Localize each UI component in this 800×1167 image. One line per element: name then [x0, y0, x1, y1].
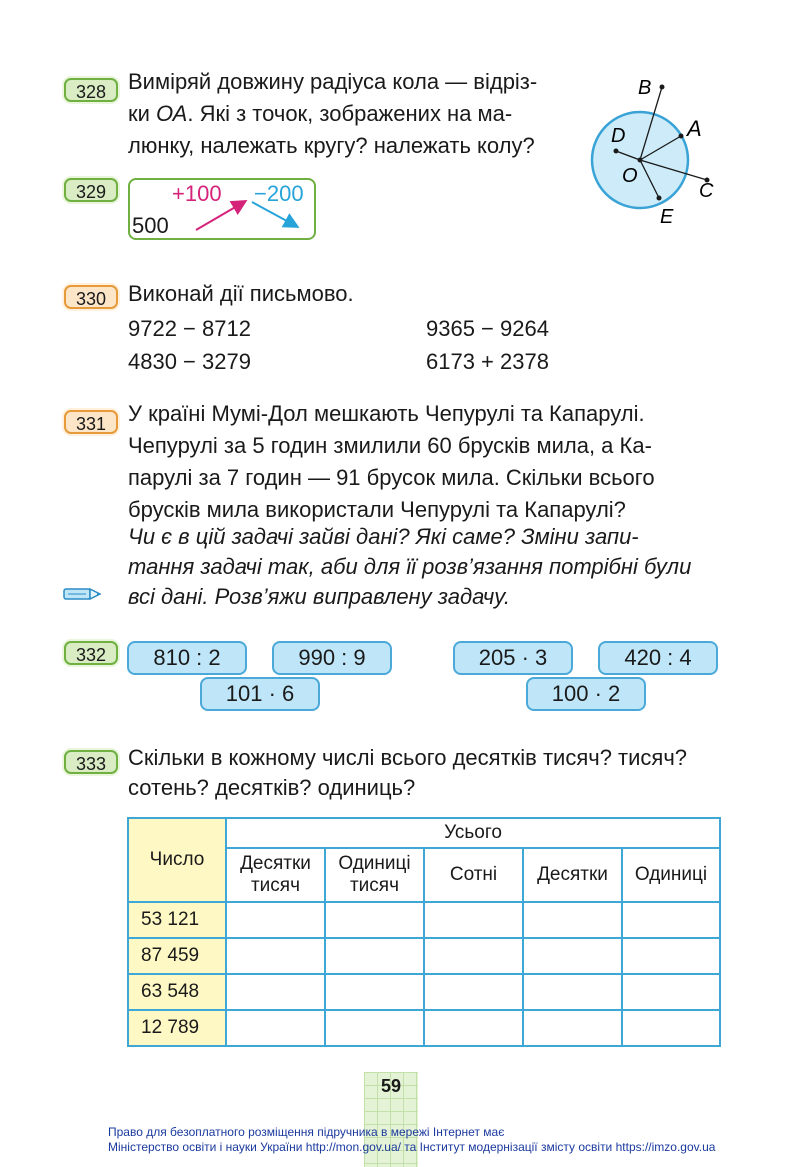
minus-operation: −200	[254, 181, 304, 206]
label-c: C	[699, 180, 714, 202]
task-328-line-3: люнку, належать кругу? належать колу?	[128, 133, 535, 158]
number-cell: 63 548	[128, 974, 226, 1010]
table-row	[128, 938, 720, 974]
expression: 4830 − 3279	[128, 349, 251, 374]
table-row	[128, 902, 720, 938]
digits-table	[127, 817, 721, 1047]
answer-cell[interactable]	[226, 1010, 325, 1046]
task-number-332: 332	[64, 641, 118, 665]
expression-card: 100 · 2	[526, 677, 646, 711]
task-328-text: ки	[128, 101, 157, 126]
answer-cell[interactable]	[226, 902, 325, 938]
subheader: Одиниці тисяч	[325, 848, 424, 902]
chain-start: 500	[132, 213, 169, 238]
number-cell: 12 789	[128, 1010, 226, 1046]
answer-cell[interactable]	[523, 902, 622, 938]
minus-arrow	[252, 202, 296, 226]
answer-cell[interactable]	[424, 1010, 523, 1046]
expression-card: 810 : 2	[127, 641, 247, 675]
expression-card: 205 · 3	[453, 641, 573, 675]
answer-cell[interactable]	[622, 974, 720, 1010]
subheader: Одиниці	[622, 848, 720, 902]
answer-cell[interactable]	[325, 1010, 424, 1046]
task-number-328: 328	[64, 78, 118, 102]
answer-cell[interactable]	[325, 938, 424, 974]
task-333-line: Скільки в кожному числі всього десятків тисяч? тисяч?	[128, 745, 688, 770]
expression: 9365 − 9264	[426, 316, 549, 341]
header-total: Усього	[226, 818, 720, 848]
pencil-icon	[60, 583, 104, 605]
answer-cell[interactable]	[325, 974, 424, 1010]
label-a: A	[687, 116, 702, 141]
answer-cell[interactable]	[424, 974, 523, 1010]
answer-cell[interactable]	[523, 974, 622, 1010]
task-number-330: 330	[64, 285, 118, 309]
task-331-line: Чепурулі за 5 годин змилили 60 брусків мила, а Ка-	[128, 433, 652, 458]
task-328-line-1: Виміряй довжину радіуса кола — відріз-	[128, 69, 538, 94]
subheader: Сотні	[424, 848, 523, 902]
task-331-line: парулі за 7 годин — 91 брусок мила. Скільки всього	[128, 465, 655, 490]
label-d: D	[611, 125, 626, 147]
segment-oa: ОА	[156, 101, 188, 126]
footer-line-1: Право для безоплатного розміщення підручника в мережі Інтернет має	[108, 1125, 505, 1139]
expression-card: 101 · 6	[200, 677, 320, 711]
answer-cell[interactable]	[622, 902, 720, 938]
circle-diagram	[585, 72, 725, 232]
task-331-question: Чи є в цій задачі зайві дані? Які саме? Зміни запи-	[128, 524, 639, 549]
task-333-line: сотень? десятків? одиниць?	[128, 775, 416, 800]
expression: 9722 − 8712	[128, 316, 251, 341]
point-e	[657, 196, 662, 201]
expression-card: 420 : 4	[598, 641, 718, 675]
answer-cell[interactable]	[424, 902, 523, 938]
subheader: Десятки	[523, 848, 622, 902]
point-a	[679, 134, 684, 139]
task-number-333: 333	[64, 750, 118, 774]
task-number-331: 331	[64, 410, 118, 434]
number-cell: 53 121	[128, 902, 226, 938]
number-cell: 87 459	[128, 938, 226, 974]
answer-cell[interactable]	[622, 938, 720, 974]
table-row	[128, 974, 720, 1010]
table-row	[128, 1010, 720, 1046]
task-330-text: Виконай дії письмово.	[128, 281, 354, 306]
label-o: O	[622, 165, 638, 187]
point-b	[660, 85, 665, 90]
header-number: Число	[128, 818, 226, 902]
answer-cell[interactable]	[523, 1010, 622, 1046]
answer-cell[interactable]	[226, 938, 325, 974]
answer-cell[interactable]	[622, 1010, 720, 1046]
point-d	[614, 149, 619, 154]
answer-cell[interactable]	[523, 938, 622, 974]
plus-arrow	[196, 202, 244, 230]
label-e: E	[660, 206, 674, 228]
page-number: 59	[380, 1076, 402, 1096]
task-331-question: всі дані. Розв’яжи виправлену задачу.	[128, 584, 510, 609]
point-o	[638, 158, 643, 163]
subheader: Десятки тисяч	[226, 848, 325, 902]
task-number-329: 329	[64, 178, 118, 202]
chain-arrows	[190, 196, 310, 236]
footer-line-2: Міністерство освіти і науки України http://mon.gov.ua/ та Інститут модернізації змісту освіти https://imzo.gov.ua	[108, 1140, 716, 1154]
answer-cell[interactable]	[226, 974, 325, 1010]
task-331-line: брусків мила використали Чепурулі та Капарулі?	[128, 497, 626, 522]
answer-cell[interactable]	[424, 938, 523, 974]
task-331-question: тання задачі так, аби для її розв’язання потрібні були	[128, 554, 692, 579]
expression: 6173 + 2378	[426, 349, 549, 374]
label-b: B	[638, 77, 652, 99]
task-328-line-2	[128, 98, 512, 130]
plus-operation: +100	[172, 181, 222, 206]
expression-card: 990 : 9	[272, 641, 392, 675]
answer-cell[interactable]	[325, 902, 424, 938]
task-331-line: У країні Мумі-Дол мешкають Чепурулі та Капарулі.	[128, 401, 645, 426]
task-328-text: . Які з точок, зображених на ма-	[187, 101, 513, 126]
